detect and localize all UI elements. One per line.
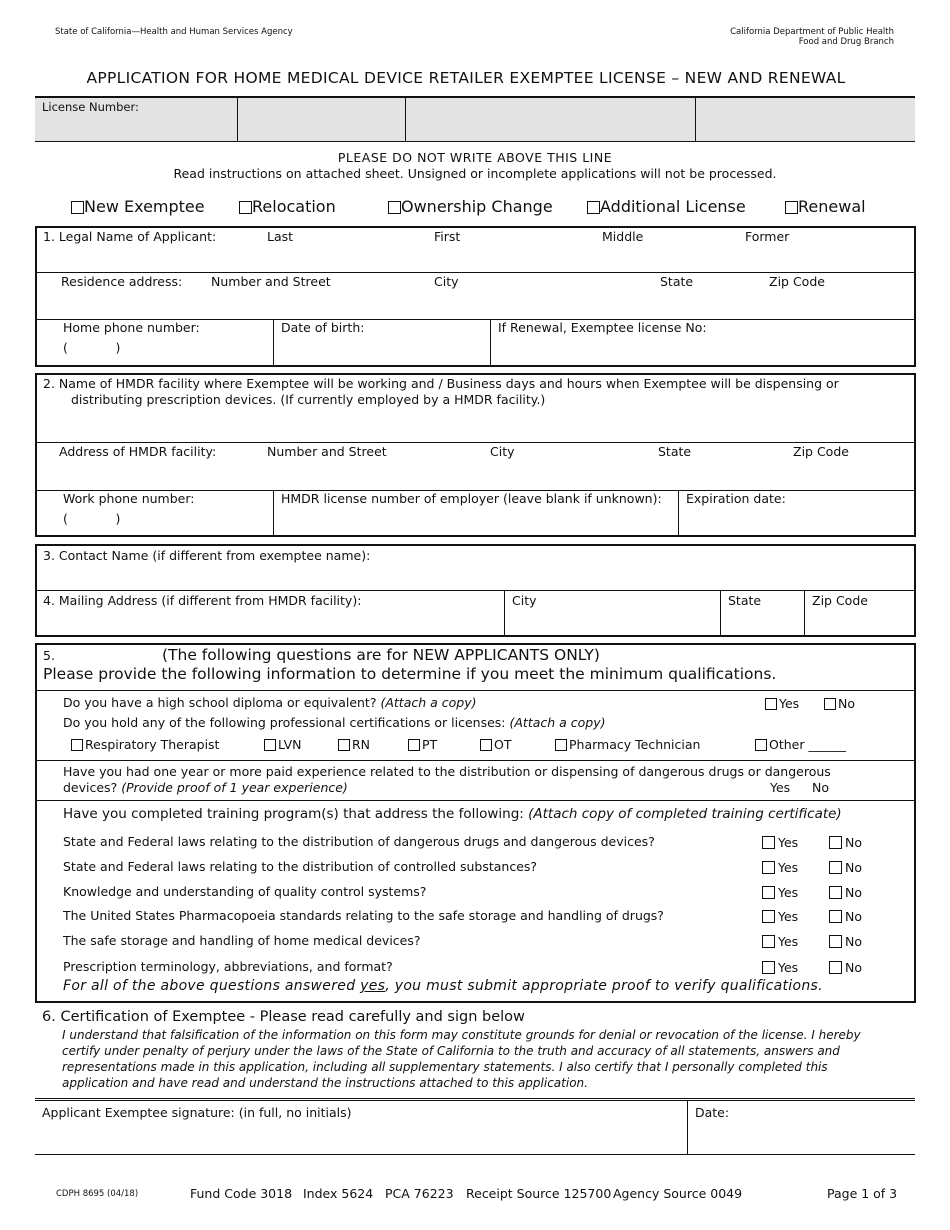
type-renewal[interactable]: Renewal (785, 197, 866, 216)
certification-text: I understand that falsification of the information on this form may constitute grounds for denial or revocation of the license. I hereby certify under penalty of perjury under the laws of the State of California to the truth and accuracy of all statements, answers and representations made in this application, including all supplementary statements. I also certify that I personally completed this application and have read and understand the instructions attached to this application. (62, 1028, 861, 1090)
checkbox[interactable] (762, 910, 775, 923)
facility-state-field[interactable]: State (658, 444, 692, 459)
do-not-write-notice: PLEASE DO NOT WRITE ABOVE THIS LINE (337, 150, 613, 165)
contact-name-field[interactable]: 3. Contact Name (if different from exemptee name): (43, 548, 371, 563)
divider (37, 760, 914, 761)
checkbox[interactable] (338, 739, 350, 751)
section-3-4-contact (35, 544, 916, 637)
receipt-source: Receipt Source 125700 (466, 1186, 612, 1201)
phone-area-code: ( ) (63, 511, 121, 526)
checkbox[interactable] (755, 739, 767, 751)
license-number-row (35, 96, 915, 142)
form-id: CDPH 8695 (04/18) (56, 1189, 139, 1199)
first-name-field[interactable]: First (434, 229, 461, 244)
cert-lvn[interactable]: LVN (264, 737, 302, 752)
hmdr-license-number-field[interactable]: HMDR license number of employer (leave blank if unknown): (281, 491, 662, 506)
facility-name-label-cont: distributing prescription devices. (If currently employed by a HMDR facility.) (71, 392, 546, 407)
training-yes[interactable]: Yes (762, 960, 798, 975)
facility-street-field[interactable]: Number and Street (267, 444, 387, 459)
divider (504, 590, 505, 635)
facility-zip-field[interactable]: Zip Code (793, 444, 849, 459)
mailing-city-field[interactable]: City (512, 593, 537, 608)
type-relocation[interactable]: Relocation (239, 197, 336, 216)
work-phone-label: Work phone number: (63, 491, 195, 506)
new-applicants-heading: (The following questions are for NEW APPLICANTS ONLY) (162, 646, 600, 664)
index-code: Index 5624 (303, 1186, 374, 1201)
checkbox[interactable] (824, 698, 836, 710)
last-name-field[interactable]: Last (267, 229, 294, 244)
experience-question-cont: devices? (Provide proof of 1 year experience) (63, 780, 348, 795)
checkbox[interactable] (555, 739, 567, 751)
training-yes[interactable]: Yes (762, 909, 798, 924)
cert-respiratory-therapist[interactable]: Respiratory Therapist (71, 737, 219, 752)
certification-question: Do you hold any of the following professional certifications or licenses: (Attach a copy) (63, 715, 606, 730)
divider (687, 1101, 688, 1155)
residence-zip-field[interactable]: Zip Code (769, 274, 825, 289)
training-item: Prescription terminology, abbreviations, and format? (63, 959, 393, 974)
checkbox[interactable] (388, 201, 401, 214)
checkbox[interactable] (762, 861, 775, 874)
pca-code: PCA 76223 (385, 1186, 454, 1201)
section-5-qualifications (35, 643, 916, 1003)
page-number: Page 1 of 3 (827, 1186, 898, 1201)
training-yes[interactable]: Yes (762, 934, 798, 949)
checkbox[interactable] (71, 739, 83, 751)
divider (405, 98, 406, 142)
checkbox[interactable] (829, 886, 842, 899)
cert-pharmacy-technician[interactable]: Pharmacy Technician (555, 737, 700, 752)
training-no[interactable]: No (829, 885, 862, 900)
training-intro: Have you completed training program(s) that address the following: (Attach copy of completed training certificate) (63, 806, 842, 822)
cert-other[interactable]: Other ______ (755, 737, 846, 752)
cert-rn[interactable]: RN (338, 737, 370, 752)
renewal-license-field[interactable]: If Renewal, Exemptee license No: (498, 320, 707, 335)
date-of-birth-field[interactable]: Date of birth: (281, 320, 365, 335)
training-item: State and Federal laws relating to the distribution of controlled substances? (63, 859, 538, 874)
proof-footnote: For all of the above questions answered yes, you must submit appropriate proof to verify qualifications. (63, 978, 823, 994)
phone-area-code: ( ) (63, 340, 121, 355)
mailing-zip-field[interactable]: Zip Code (812, 593, 868, 608)
mailing-address-field[interactable]: 4. Mailing Address (if different from HMDR facility): (43, 593, 362, 608)
type-new-exemptee[interactable]: New Exemptee (71, 197, 205, 216)
section-1-applicant (35, 226, 916, 367)
training-no[interactable]: No (829, 860, 862, 875)
middle-name-field[interactable]: Middle (602, 229, 644, 244)
signature-field[interactable]: Applicant Exemptee signature: (in full, no initials) (42, 1105, 352, 1120)
training-no[interactable]: No (829, 960, 862, 975)
signature-row (35, 1098, 915, 1155)
cert-pt[interactable]: PT (408, 737, 437, 752)
type-additional-license[interactable]: Additional License (587, 197, 746, 216)
section-2-facility (35, 373, 916, 537)
experience-no[interactable]: No (812, 780, 829, 795)
agency-header: State of California—Health and Human Services Agency (55, 27, 293, 37)
license-number-label: License Number: (42, 100, 139, 114)
divider (37, 272, 914, 273)
home-phone-label: Home phone number: (63, 320, 200, 335)
residence-city-field[interactable]: City (434, 274, 459, 289)
facility-name-label: 2. Name of HMDR facility where Exemptee will be working and / Business days and hours when Exemptee will be dispensing or (43, 376, 839, 391)
checkbox[interactable] (762, 886, 775, 899)
checkbox[interactable] (587, 201, 600, 214)
divider (37, 442, 914, 443)
divider (237, 98, 238, 142)
training-no[interactable]: No (829, 909, 862, 924)
fund-code: Fund Code 3018 (190, 1186, 293, 1201)
checkbox[interactable] (762, 935, 775, 948)
legal-name-label: 1. Legal Name of Applicant: (43, 229, 217, 244)
divider (37, 590, 914, 591)
training-yes[interactable]: Yes (762, 860, 798, 875)
divider (490, 319, 491, 365)
checkbox[interactable] (762, 836, 775, 849)
divider (37, 800, 914, 801)
page-title: APPLICATION FOR HOME MEDICAL DEVICE RETAILER EXEMPTEE LICENSE – NEW AND RENEWAL (86, 69, 846, 87)
expiration-date-field[interactable]: Expiration date: (686, 491, 786, 506)
training-item: The United States Pharmacopoeia standards relating to the safe storage and handling of drugs? (63, 908, 664, 923)
checkbox[interactable] (239, 201, 252, 214)
training-no[interactable]: No (829, 835, 862, 850)
checkbox[interactable] (408, 739, 420, 751)
agency-source: Agency Source 0049 (613, 1186, 743, 1201)
divider (273, 319, 274, 365)
training-item: State and Federal laws relating to the distribution of dangerous drugs and dangerous devices? (63, 834, 655, 849)
checkbox[interactable] (762, 961, 775, 974)
experience-question: Have you had one year or more paid experience related to the distribution or dispensing of dangerous drugs or dangerous (63, 764, 831, 779)
facility-address-label: Address of HMDR facility: (59, 444, 217, 459)
training-item: Knowledge and understanding of quality control systems? (63, 884, 427, 899)
checkbox[interactable] (829, 961, 842, 974)
diploma-yes[interactable]: Yes (765, 696, 799, 711)
divider (273, 490, 274, 535)
checkbox[interactable] (829, 861, 842, 874)
checkbox[interactable] (829, 935, 842, 948)
training-yes[interactable]: Yes (762, 835, 798, 850)
branch-line: Food and Drug Branch (798, 37, 894, 47)
divider (37, 690, 914, 691)
checkbox[interactable] (785, 201, 798, 214)
checkbox[interactable] (71, 201, 84, 214)
residence-address-label: Residence address: (61, 274, 183, 289)
diploma-no[interactable]: No (824, 696, 855, 711)
experience-yes[interactable]: Yes (770, 780, 791, 795)
type-ownership-change[interactable]: Ownership Change (388, 197, 553, 216)
cert-ot[interactable]: OT (480, 737, 511, 752)
certification-heading: 6. Certification of Exemptee - Please read carefully and sign below (42, 1009, 525, 1025)
divider (720, 590, 721, 635)
training-no[interactable]: No (829, 934, 862, 949)
instructions-notice: Read instructions on attached sheet. Unsigned or incomplete applications will not be processed. (173, 166, 777, 181)
mailing-state-field[interactable]: State (728, 593, 762, 608)
divider (804, 590, 805, 635)
residence-street-field[interactable]: Number and Street (211, 274, 331, 289)
training-yes[interactable]: Yes (762, 885, 798, 900)
diploma-question: Do you have a high school diploma or equivalent? (Attach a copy) (63, 695, 477, 710)
section-5-number: 5. (43, 648, 55, 663)
checkbox[interactable] (829, 910, 842, 923)
signature-date-field[interactable]: Date: (695, 1105, 730, 1120)
checkbox[interactable] (829, 836, 842, 849)
qualifications-subheading: Please provide the following information to determine if you meet the minimum qualifications. (43, 665, 777, 683)
training-item: The safe storage and handling of home medical devices? (63, 933, 421, 948)
department-header (730, 27, 894, 47)
home-phone-field[interactable] (63, 320, 200, 355)
checkbox[interactable] (480, 739, 492, 751)
checkbox[interactable] (264, 739, 276, 751)
other-blank[interactable]: ______ (808, 737, 846, 752)
divider (678, 490, 679, 535)
facility-city-field[interactable]: City (490, 444, 515, 459)
work-phone-field[interactable] (63, 491, 195, 526)
residence-state-field[interactable]: State (660, 274, 694, 289)
department-line: California Department of Public Health (730, 27, 894, 37)
divider (695, 98, 696, 142)
checkbox[interactable] (765, 698, 777, 710)
former-name-field[interactable]: Former (745, 229, 790, 244)
